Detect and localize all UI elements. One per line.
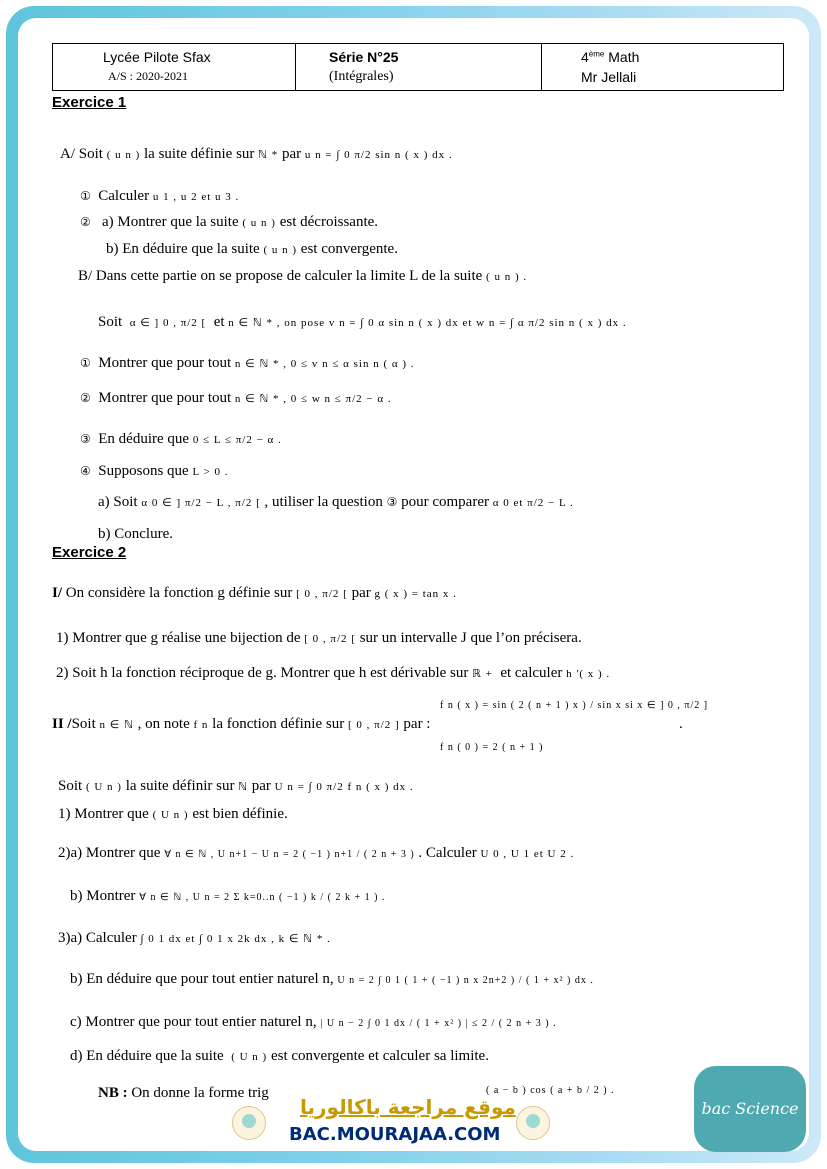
ex2-part-i: I/ On considère la fonction g définie sur [ 0 , π/2 [ par g ( x ) = tan x . [52, 585, 457, 601]
ex1-b-definitions: Soit α ∈ ] 0 , π/2 [ et n ∈ ℕ * , on pose v n = ∫ 0 α sin n ( x ) dx et w n = ∫ α π/2 sin n ( x ) dx . [98, 314, 627, 330]
watermark-url[interactable]: BAC.MOURAJAA.COM [289, 1124, 501, 1145]
ex1-b2: ② Montrer que pour tout n ∈ ℕ * , 0 ≤ w n ≤ π/2 − α . [80, 390, 392, 406]
ex2-q3b: b) En déduire que pour tout entier naturel n, U n = 2 ∫ 0 1 ( 1 + ( −1 ) n x 2n+2 ) / ( 1 + x² ) dx . [70, 971, 594, 987]
ex2-q3c: c) Montrer que pour tout entier naturel n, | U n − 2 ∫ 0 1 dx / ( 1 + x² ) | ≤ 2 / ( 2 n + 3 ) . [70, 1014, 557, 1030]
ex2-u-definition: Soit ( U n ) la suite définir sur ℕ par U n = ∫ 0 π/2 f n ( x ) dx . [58, 778, 414, 794]
class-level: 4ème Math [581, 49, 640, 65]
ex2-q1: 1) Montrer que ( U n ) est bien définie. [58, 806, 288, 822]
ex2-q3a: 3)a) Calculer ∫ 0 1 dx et ∫ 0 1 x 2k dx , k ∈ ℕ * . [58, 930, 331, 946]
ex2-q3d: d) En déduire que la suite ( U n ) est convergente et calculer sa limite. [70, 1048, 489, 1064]
ex2-q2b: b) Montrer ∀ n ∈ ℕ , U n = 2 Σ k=0..n ( −1 ) k / ( 2 k + 1 ) . [70, 888, 386, 904]
ex1-q2a: ② a) Montrer que la suite ( u n ) est décroissante. [80, 214, 379, 230]
watermark-badge-right [516, 1106, 550, 1140]
series-number: Série N°25 [329, 49, 399, 65]
series-topic: (Intégrales) [329, 69, 394, 84]
ex2-nb-formula: ( a − b ) cos ( a + b / 2 ) . [486, 1085, 615, 1096]
ex2-ii-dot: . [679, 716, 683, 732]
ex2-part-ii: II /Soit n ∈ ℕ , on note f n la fonction définie sur [ 0 , π/2 ] par : [52, 716, 431, 732]
ex2-i2: 2) Soit h la fonction réciproque de g. Montrer que h est dérivable sur ℝ + et calculer h '( x ) . [56, 665, 611, 681]
header-table [52, 43, 784, 91]
ex2-q2a: 2)a) Montrer que ∀ n ∈ ℕ , U n+1 − U n = 2 ( −1 ) n+1 / ( 2 n + 3 ) . Calculer U 0 , U 1 et U 2 . [58, 845, 575, 861]
exercise-1-title: Exercice 1 [52, 94, 127, 111]
watermark-arabic: موقع مراجعة باكالوريا [300, 1095, 516, 1119]
ex1-q1: ① Calculer u 1 , u 2 et u 3 . [80, 188, 240, 204]
ex1-b4a: a) Soit α 0 ∈ ] π/2 − L , π/2 [ , utiliser la question ③ pour comparer α 0 et π/2 − L . [98, 494, 574, 510]
school-name: Lycée Pilote Sfax [103, 49, 211, 65]
ex1-part-b: B/ Dans cette partie on se propose de calculer la limite L de la suite ( u n ) . [78, 268, 528, 284]
watermark-badge-left [232, 1106, 266, 1140]
ex2-nb: NB : On donne la forme trig [98, 1085, 269, 1101]
ex2-i1: 1) Montrer que g réalise une bijection de [ 0 , π/2 [ sur un intervalle J que l’on précisera. [56, 630, 582, 646]
school-year: A/S : 2020-2021 [108, 69, 189, 83]
exercise-2-title: Exercice 2 [52, 544, 127, 561]
ex1-b3: ③ En déduire que 0 ≤ L ≤ π/2 − α . [80, 431, 282, 447]
ex1-q2b: b) En déduire que la suite ( u n ) est convergente. [106, 241, 398, 257]
ex1-part-a: A/ Soit ( u n ) la suite définie sur ℕ * par u n = ∫ 0 π/2 sin n ( x ) dx . [60, 146, 453, 162]
bac-science-logo: bac Science [694, 1066, 806, 1152]
ex1-b4b: b) Conclure. [98, 526, 173, 542]
ex2-ii-case-2: f n ( 0 ) = 2 ( n + 1 ) [440, 742, 544, 753]
ex1-b4: ④ Supposons que L > 0 . [80, 463, 229, 479]
teacher-name: Mr Jellali [581, 69, 637, 85]
ex2-ii-case-1: f n ( x ) = sin ( 2 ( n + 1 ) x ) / sin x si x ∈ ] 0 , π/2 ] [440, 700, 709, 711]
ex1-b1: ① Montrer que pour tout n ∈ ℕ * , 0 ≤ v n ≤ α sin n ( α ) . [80, 355, 415, 371]
